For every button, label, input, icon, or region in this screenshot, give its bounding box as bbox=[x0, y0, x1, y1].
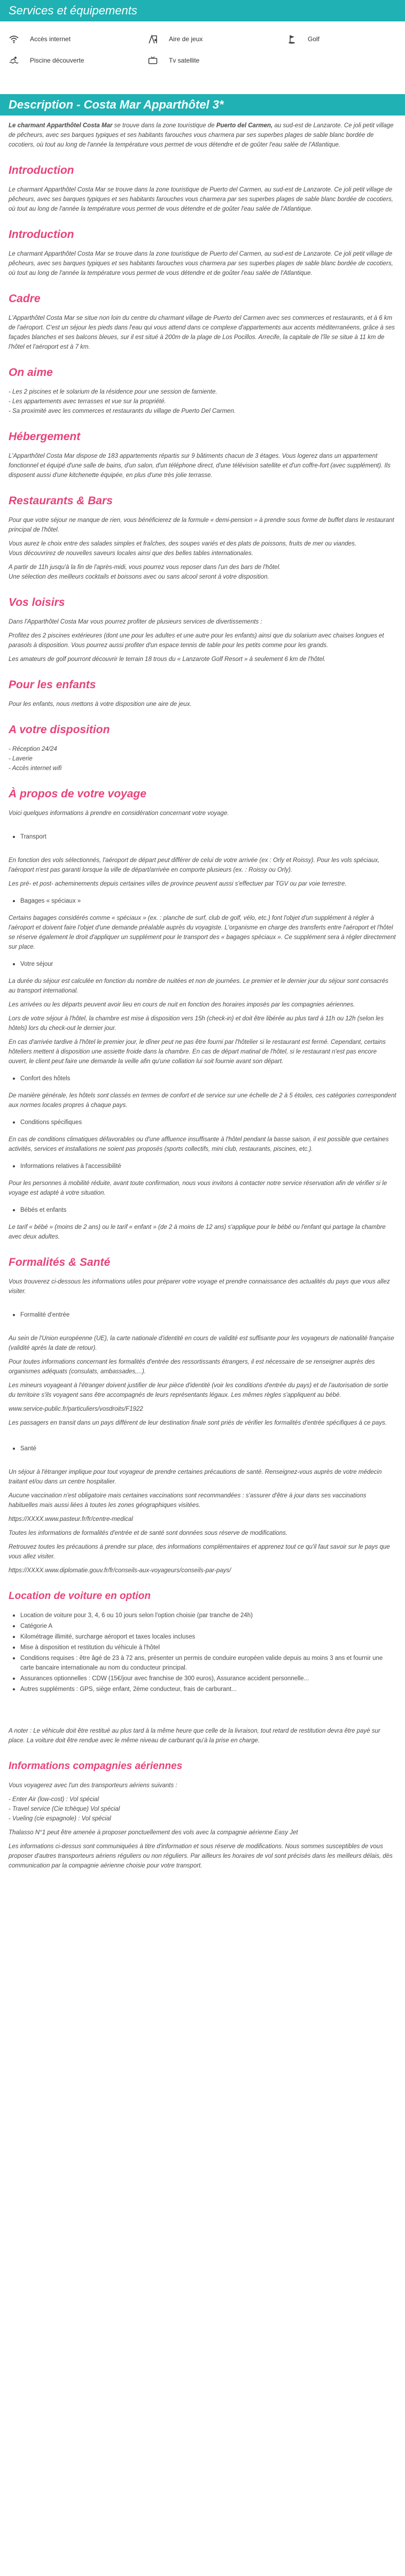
section-title-apropos: À propos de votre voyage bbox=[9, 788, 146, 800]
service-label: Golf bbox=[308, 35, 320, 43]
section-text: Les amateurs de golf pourront découvrir le terrain 18 trous du « Lanzarote Golf Resort » à seulement 6 km de l'hôtel. bbox=[9, 656, 326, 663]
section-text: Retrouvez toutes les précautions à prendre sur place, des informations complémentaires et apprenez tout ce qu'il faut savoir sur le pays que vous allez visiter. bbox=[9, 1544, 390, 1560]
bullet-confort: Confort des hôtels bbox=[9, 1074, 396, 1083]
section-text: De manière générale, les hôtels sont classés en termes de confort et de service sur une échelle de 2 à 5 étoiles, ces catégories correspondent aux normes locales propres à chaque pays. bbox=[9, 1093, 396, 1109]
section-text: Voici quelques informations à prendre en considération concernant votre voyage. bbox=[9, 810, 229, 817]
service-playground bbox=[147, 33, 265, 45]
bullet-list bbox=[9, 1205, 396, 1215]
list-item: Catégorie A bbox=[9, 1621, 396, 1631]
section-text: L'Apparthôtel Costa Mar se situe non loin du centre du charmant village de Puerto del Carmen avec ses commerces et restaurants, et à 6 km de l'aéroport. C'est un séjour les pieds dans l'eau qui vous attend dans ce complexe d'appartements aux accents méditerranéens, grâce à ses façades blanches et ses balcons bleues, sur il est situé à 200m de la plage de Los Pocillos. Arrecife, la capitale de l'île se situe à 11 km de l'hôtel et l'aéroport est à 7 km. bbox=[9, 315, 395, 350]
services-header: Services et équipements bbox=[0, 0, 405, 21]
section-text: Aucune vaccination n'est obligatoire mais certaines vaccinations sont recommandées : s'assurer d'être à jour dans ses vaccinations habituelles mais aussi liées à toutes les zones géographiques visitées. bbox=[9, 1493, 367, 1509]
section-text: Une sélection des meilleurs cocktails et boissons avec ou sans alcool seront à votre disposition. bbox=[9, 574, 269, 580]
section-text: Thalasso N°1 peut être amenée à proposer ponctuellement des vols avec la compagnie aérienne Easy Jet bbox=[9, 1829, 298, 1836]
section-text: Les pré- et post- acheminements depuis certaines villes de province peuvent aussi s'effectuer par TGV ou par voie terrestre. bbox=[9, 881, 347, 887]
link-service-public[interactable]: www.service-public.fr/particuliers/vosdroits/F1922 bbox=[9, 1406, 143, 1412]
section-title-location: Location de voiture en option bbox=[9, 1590, 151, 1602]
section-text: En cas de conditions climatiques défavorables ou d'une affluence insuffisante à l'hôtel pendant la basse saison, il est possible que certaines activités, services et installations ne soient pas proposés (sports collectifs, mini club, restaurants, piscines, etc.). bbox=[9, 1136, 389, 1152]
list-item: - Travel service (Cie tchèque) Vol spécial bbox=[9, 1806, 120, 1812]
section-text: Les informations ci-dessus sont communiquées à titre d'information et sous réserve de modifications. Nous sommes susceptibles de vous proposer d'autres transporteurs aériens réguliers ou non réguliers. Par ailleurs les horaires de vol sont précisés dans les meilleurs délais, dès communication par la compagnie aérienne choisie pour votre transport. bbox=[9, 1843, 393, 1869]
description-header: Description - Costa Mar Apparthôtel 3* bbox=[0, 94, 405, 116]
services-grid bbox=[0, 21, 405, 66]
section-title-introduction-2: Introduction bbox=[9, 228, 74, 241]
section-title-on-aime: On aime bbox=[9, 366, 53, 379]
section-text: Vous trouverez ci-dessous les informations utiles pour préparer votre voyage et prendre connaissance des actualités du pays que vous allez visiter. bbox=[9, 1279, 390, 1295]
section-text: Les arrivées ou les départs peuvent avoir lieu en cours de nuit en fonction des horaires imposés par les compagnies aériennes. bbox=[9, 1002, 355, 1008]
bullet-list bbox=[9, 896, 396, 906]
list-item: - Laverie bbox=[9, 756, 33, 762]
bullet-sejour: Votre séjour bbox=[9, 959, 396, 969]
description-intro: Le charmant Apparthôtel Costa Mar se trouve dans la zone touristique de Puerto del Carmen, au sud-est de Lanzarote. Ce joli petit village de pêcheurs, avec ses barques typiques et ses habitants farouches vous charmera par ses superbes plages de sable blanc bordée de cocotiers, où tout au long de l'année la température vous permet de vous détendre et de goûter l'eau salée de l'Atlantique. bbox=[9, 122, 394, 148]
section-text: Pour toutes informations concernant les formalités d'entrée des ressortissants étrangers, il est nécessaire de se renseigner auprès des organismes adéquats (consulats, ambassades,...). bbox=[9, 1359, 375, 1375]
playground-icon bbox=[147, 34, 158, 44]
service-label: Piscine découverte bbox=[30, 57, 84, 64]
section-text: Certains bagages considérés comme « spéciaux » (ex. : planche de surf, club de golf, vélo, etc.) font l'objet d'un supplément à régler à l'aéroport et doivent faire l'objet d'une demande préalable auprès du voyagiste. L'organisme en charge des transferts entre l'aéroport et l'hôtel se réserve également le droit d'appliquer un supplément pour le transport des « bagages spéciaux ». Ce supplément sera à régler directement sur place. bbox=[9, 915, 396, 950]
bullet-list bbox=[9, 1310, 396, 1320]
list-item: - Enter Air (low-cost) : Vol spécial bbox=[9, 1796, 99, 1803]
service-label: Tv satellite bbox=[169, 57, 200, 64]
link-pasteur[interactable]: https://XXXX.www.pasteur.fr/fr/centre-medical bbox=[9, 1516, 133, 1522]
section-text: Dans l'Apparthôtel Costa Mar vous pourrez profiter de plusieurs services de divertissements : bbox=[9, 619, 262, 625]
section-text: Pour les personnes à mobilité réduite, avant toute confirmation, nous vous invitons à contacter notre service réservation afin de vérifier si le voyage est adapté à votre situation. bbox=[9, 1180, 387, 1196]
section-title-compagnies: Informations compagnies aériennes bbox=[9, 1760, 183, 1772]
section-title-hebergement: Hébergement bbox=[9, 430, 81, 443]
list-item: - Accès internet wifi bbox=[9, 765, 62, 772]
section-text: Pour les enfants, nous mettons à votre disposition une aire de jeux. bbox=[9, 701, 192, 708]
list-item: Autres suppléments : GPS, siège enfant, 2ème conducteur, frais de carburant... bbox=[9, 1685, 396, 1694]
section-text: Toutes les informations de formalités d'entrée et de santé sont données sous réserve de modifications. bbox=[9, 1530, 288, 1536]
section-text: Les mineurs voyageant à l'étranger doivent justifier de leur pièce d'identité (voir les conditions d'entrée du pays) et de l'autorisation de sortie du territoire s'ils voyagent sans être accompagnés de leurs représentants légaux. Les mêmes règles s'appliquent au bébé. bbox=[9, 1382, 388, 1398]
wifi-icon bbox=[9, 34, 19, 44]
section-title-cadre: Cadre bbox=[9, 293, 41, 305]
bullet-list bbox=[9, 959, 396, 969]
section-title-introduction: Introduction bbox=[9, 164, 74, 176]
bullet-transport: Transport bbox=[9, 832, 396, 842]
list-item: - Sa proximité avec les commerces et restaurants du village de Puerto Del Carmen. bbox=[9, 408, 236, 414]
section-text: Le charmant Apparthôtel Costa Mar se trouve dans la zone touristique de Puerto del Carmen, au sud-est de Lanzarote. Ce joli petit village de pêcheurs, avec ses barques typiques et ses habitants farouches vous charmera par ses superbes plages de sable blanc bordée de cocotiers, où tout au long de l'année la température vous permet de vous détendre et de goûter l'eau salée de l'Atlantique. bbox=[9, 251, 393, 276]
section-text: L'Apparthôtel Costa Mar dispose de 183 appartements répartis sur 9 bâtiments chacun de 3 étages. Vous logerez dans un appartement fonctionnel et équipé d'une salle de bains, d'un salon, d'un téléphone direct, d'une télévision satellite et d'un coffre-fort (avec supplément). Ils disposent aussi d'une kitchenette équipée, en plus d'une très jolie terrasse. bbox=[9, 453, 391, 479]
section-title-enfants: Pour les enfants bbox=[9, 679, 96, 691]
section-text: Lors de votre séjour à l'hôtel, la chambre est mise à disposition vers 15h (check-in) et doit être libérée au plus tard à 11h ou 12h (selon les hôtels) lors du check-out le dernier jour. bbox=[9, 1016, 384, 1032]
list-item: - Réception 24/24 bbox=[9, 746, 57, 752]
section-text: La durée du séjour est calculée en fonction du nombre de nuitées et non de journées. Le premier et le dernier jour du séjour sont consacrés au transport international. bbox=[9, 978, 388, 994]
list-item: - Les appartements avec terrasses et vue sur la propriété. bbox=[9, 398, 166, 405]
service-internet bbox=[9, 33, 126, 45]
list-item: Kilométrage illimité, surcharge aéroport et taxes locales incluses bbox=[9, 1632, 396, 1642]
list-item: Assurances optionnelles : CDW (15€/jour avec franchise de 300 euros), Assurance accident personnelle... bbox=[9, 1674, 396, 1683]
section-text: Les passagers en transit dans un pays différent de leur destination finale sont priés de vérifier les formalités d'entrée spécifiques à ce pays. bbox=[9, 1420, 387, 1426]
list-item: - Les 2 piscines et le solarium de la résidence pour une session de farniente. bbox=[9, 389, 217, 395]
section-text: Le charmant Apparthôtel Costa Mar se trouve dans la zone touristique de Puerto del Carmen, au sud-est de Lanzarote. Ce joli petit village de pêcheurs, avec ses barques typiques et ses habitants farouches vous charmera par ses superbes plages de sable blanc bordée de cocotiers, où tout au long de l'année la température vous permet de vous détendre et de goûter l'eau salée de l'Atlantique. bbox=[9, 187, 393, 212]
section-text: Profitez des 2 piscines extérieures (dont une pour les adultes et une autre pour les enfants) ainsi que du solarium avec chaises longues et parasols à disposition. Vous pourrez aussi profiter d'un espace tennis de table pour les petits comme pour les grands. bbox=[9, 633, 384, 649]
service-tv bbox=[147, 55, 265, 66]
section-text: Pour que votre séjour ne manque de rien, vous bénéficierez de la formule « demi-pension » à prendre sous forme de buffet dans le restaurant principal de l'hôtel. bbox=[9, 517, 394, 533]
section-text: Vous voyagerez avec l'un des transporteurs aériens suivants : bbox=[9, 1782, 177, 1789]
tv-icon bbox=[147, 55, 158, 66]
section-title-formalites: Formalités & Santé bbox=[9, 1256, 111, 1268]
bullet-list bbox=[9, 1074, 396, 1083]
section-text: Un séjour à l'étranger implique pour tout voyageur de prendre certaines précautions de santé. Renseignez-vous auprès de votre médecin traitant et/ou dans un centre hospitalier. bbox=[9, 1469, 382, 1485]
section-text: Le tarif « bébé » (moins de 2 ans) ou le tarif « enfant » (de 2 à moins de 12 ans) s'applique pour le bébé ou l'enfant qui partage la chambre avec deux adultes. bbox=[9, 1224, 386, 1240]
section-title-disposition: A votre disposition bbox=[9, 724, 110, 736]
section-title-restaurants: Restaurants & Bars bbox=[9, 495, 113, 507]
location-list bbox=[9, 1611, 396, 1694]
section-title-loisirs: Vos loisirs bbox=[9, 596, 65, 609]
list-item: Location de voiture pour 3, 4, 6 ou 10 jours selon l'option choisie (par tranche de 24h) bbox=[9, 1611, 396, 1620]
service-pool bbox=[9, 55, 126, 66]
list-item: - Vueling (cie espagnole) : Vol spécial bbox=[9, 1816, 111, 1822]
bullet-accessibilite: Informations relatives à l'accessibilité bbox=[9, 1162, 396, 1171]
link-diplomatie[interactable]: https://XXXX.www.diplomatie.gouv.fr/fr/conseils-aux-voyageurs/conseils-par-pays/ bbox=[9, 1567, 231, 1574]
bullet-bebes: Bébés et enfants bbox=[9, 1205, 396, 1215]
section-text: Vous découvrirez de nouvelles saveurs locales ainsi que des belles tables internationales. bbox=[9, 550, 253, 557]
section-text: Vous aurez le choix entre des salades simples et fraîches, des soupes variés et des plats de poissons, fruits de mer ou viandes. bbox=[9, 541, 356, 547]
bullet-list bbox=[9, 1162, 396, 1171]
list-item: Conditions requises : être âgé de 23 à 72 ans, présenter un permis de conduire européen valide depuis au moins 3 ans et fournir une carte bancaire internationale au nom du conducteur principal. bbox=[9, 1654, 396, 1673]
bullet-list bbox=[9, 832, 396, 842]
pool-icon bbox=[9, 55, 19, 66]
service-label: Aire de jeux bbox=[169, 35, 203, 43]
service-label: Accès internet bbox=[30, 35, 71, 43]
bullet-list bbox=[9, 1444, 396, 1454]
section-text: A partir de 11h jusqu'à la fin de l'après-midi, vous pourrez vous reposer dans l'un des bars de l'hôtel. bbox=[9, 564, 281, 571]
bullet-sante: Santé bbox=[9, 1444, 396, 1454]
section-text: A noter : Le véhicule doit être restitué au plus tard à la même heure que celle de la livraison, tout retard de restitution devra être payé sur place. La voiture doit être rendue avec le même niveau de carburant qu'à la prise en charge. bbox=[9, 1728, 380, 1744]
section-text: Au sein de l'Union européenne (UE), la carte nationale d'identité en cours de validité est suffisante pour les voyageurs de nationalité française (validité après la date de retour). bbox=[9, 1335, 394, 1351]
service-golf bbox=[286, 33, 404, 45]
bullet-conditions: Conditions spécifiques bbox=[9, 1118, 396, 1127]
section-text: En cas d'arrivée tardive à l'hôtel le premier jour, le dîner peut ne pas être fourni par l'hôtelier si le restaurant est fermé. Cependant, certains hôteliers mettent à disposition une assiette froide dans la chambre. En cas de départ matinal de l'hôtel, si le restaurant n'est pas encore ouvert, le client peut faire une demande la veille afin qu'une collation lui soit fournie avant son départ. bbox=[9, 1039, 386, 1065]
bullet-formalite: Formalité d'entrée bbox=[9, 1310, 396, 1320]
bullet-bagages: Bagages « spéciaux » bbox=[9, 896, 396, 906]
description-body bbox=[0, 116, 405, 1871]
section-text: En fonction des vols sélectionnés, l'aéroport de départ peut différer de celui de votre arrivée (ex : Orly et Roissy). Pour les vols spéciaux, l'aéroport n'est pas garanti lorsque la ville de départ/arrivée en comporte plusieurs (ex. : Roissy ou Orly). bbox=[9, 857, 380, 873]
list-item: Mise à disposition et restitution du véhicule à l'hôtel bbox=[9, 1643, 396, 1652]
bullet-list bbox=[9, 1118, 396, 1127]
golf-icon bbox=[286, 34, 297, 44]
